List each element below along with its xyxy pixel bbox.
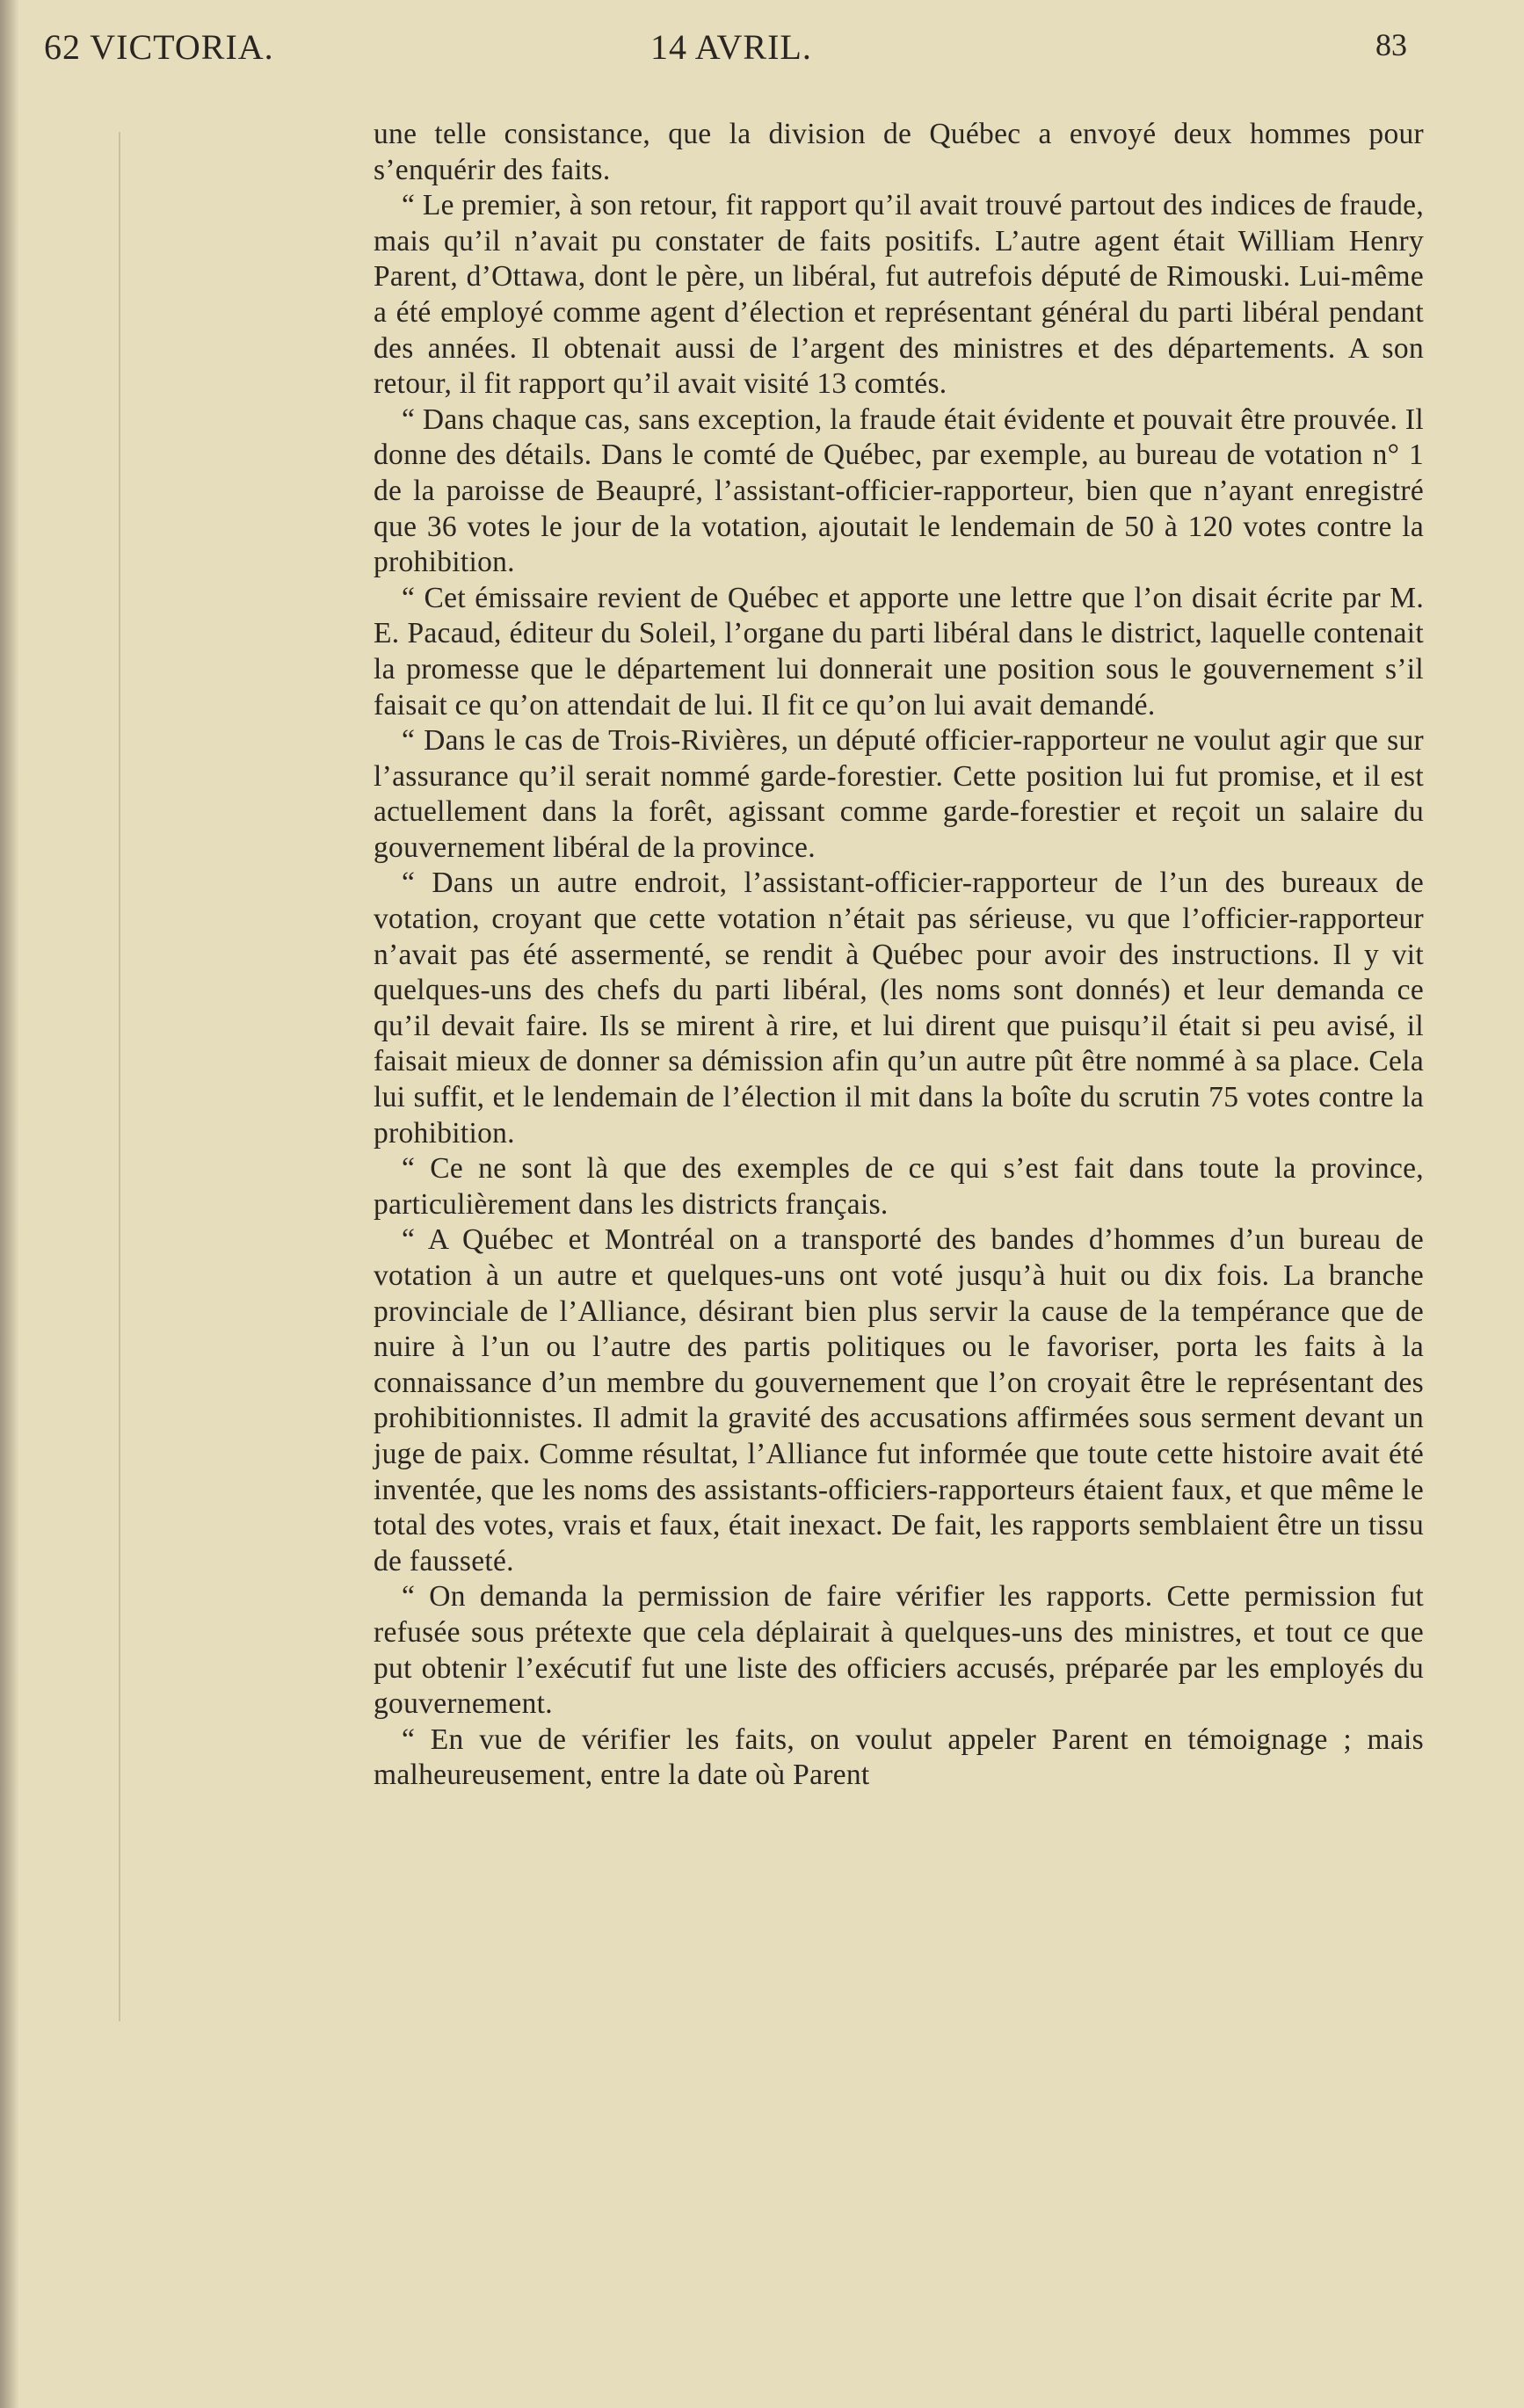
running-head-left: 62 VICTORIA. [44,27,274,67]
running-head-date: 14 AVRIL. [650,27,812,67]
paragraph: “ Dans chaque cas, sans exception, la fraude était évidente et pouvait être prouvée. Il donne des détails. Dans le comté de Québec, par exemple, au bureau de votation n° 1 de la paroisse de Beaupré, l’assistant-officier-rapporteur, bien que n’ayant enregistré que 36 votes le jour de la votation, ajoutait le lendemain de 50 à 120 votes contre la prohibition. [374,403,1424,579]
page-number: 83 [1375,27,1407,62]
paragraph: “ Dans un autre endroit, l’assistant-officier-rapporteur de l’un des bureaux de votation, croyant que cette votation n’était pas sérieuse, vu que l’officier-rapporteur n’avait pas été assermenté, se rendit à Québec pour avoir des instructions. Il y vit quelques-uns des chefs du parti libéral, (les noms sont donnés) et leur demanda ce qu’il devait faire. Ils se mirent à rire, et lui dirent que puisqu’il était si peu avisé, il faisait mieux de donner sa démission afin qu’un autre pût être nommé à sa place. Cela lui suffit, et le lendemain de l’élection il mit dans la boîte du scrutin 75 votes contre la prohibition. [374,867,1424,1150]
paragraph: “ En vue de vérifier les faits, on voulut appeler Parent en témoignage ; mais malheureusement, entre la date où Parent [374,1723,1424,1792]
running-header [0,0,1524,97]
binding-edge [0,0,19,2408]
body-text [374,117,1424,1794]
paragraph: “ Cet émissaire revient de Québec et apporte une lettre que l’on disait écrite par M. E. Pacaud, éditeur du Soleil, l’organe du parti libéral dans le district, laquelle contenait la promesse que le département lui donnerait une position sous le gouvernement s’il faisait ce qu’on attendait de lui. Il fit ce qu’on lui avait demandé. [374,581,1424,722]
paragraph: “ A Québec et Montréal on a transporté des bandes d’hommes d’un bureau de votation à un autre et quelques-uns ont voté jusqu’à huit ou dix fois. La branche provinciale de l’Alliance, désirant bien plus servir la cause de la tempérance que de nuire à l’un ou l’autre des partis politiques ou le favoriser, porta les faits à la connaissance d’un membre du gouvernement que l’on croyait être le représentant des prohibitionnistes. Il admit la gravité des accusations affirmées sous serment devant un juge de paix. Comme résultat, l’Alliance fut informée que toute cette histoire avait été inventée, que les noms des assistants-officiers-rapporteurs étaient faux, et que même le total des votes, vrais et faux, était inexact. De fait, les rapports semblaient être un tissu de fausseté. [374,1223,1424,1578]
paragraph: “ On demanda la permission de faire vérifier les rapports. Cette permission fut refusée sous prétexte que cela déplairait à quelques-uns des ministres, et tout ce que put obtenir l’exécutif fut une liste des officiers accusés, préparée par les employés du gouvernement. [374,1580,1424,1721]
paragraph: “ Dans le cas de Trois-Rivières, un député officier-rapporteur ne voulut agir que sur l’assurance qu’il serait nommé garde-forestier. Cette position lui fut promise, et il est actuellement dans la forêt, agissant comme garde-forestier et reçoit un salaire du gouvernement libéral de la province. [374,724,1424,864]
paragraph: “ Ce ne sont là que des exemples de ce qui s’est fait dans toute la province, particulièrement dans les districts français. [374,1152,1424,1221]
margin-rule [119,132,120,2021]
paragraph: “ Le premier, à son retour, fit rapport qu’il avait trouvé partout des indices de fraude, mais qu’il n’avait pu constater de faits positifs. L’autre agent était William Henry Parent, d’Ottawa, dont le père, un libéral, fut autrefois député de Rimouski. Lui-même a été employé comme agent d’élection et représentant général du parti libéral pendant des années. Il obtenait aussi de l’argent des ministres et des départements. A son retour, il fit rapport qu’il avait visité 13 comtés. [374,189,1424,401]
paragraph: une telle consistance, que la division de Québec a envoyé deux hommes pour s’enquérir des faits. [374,118,1424,186]
